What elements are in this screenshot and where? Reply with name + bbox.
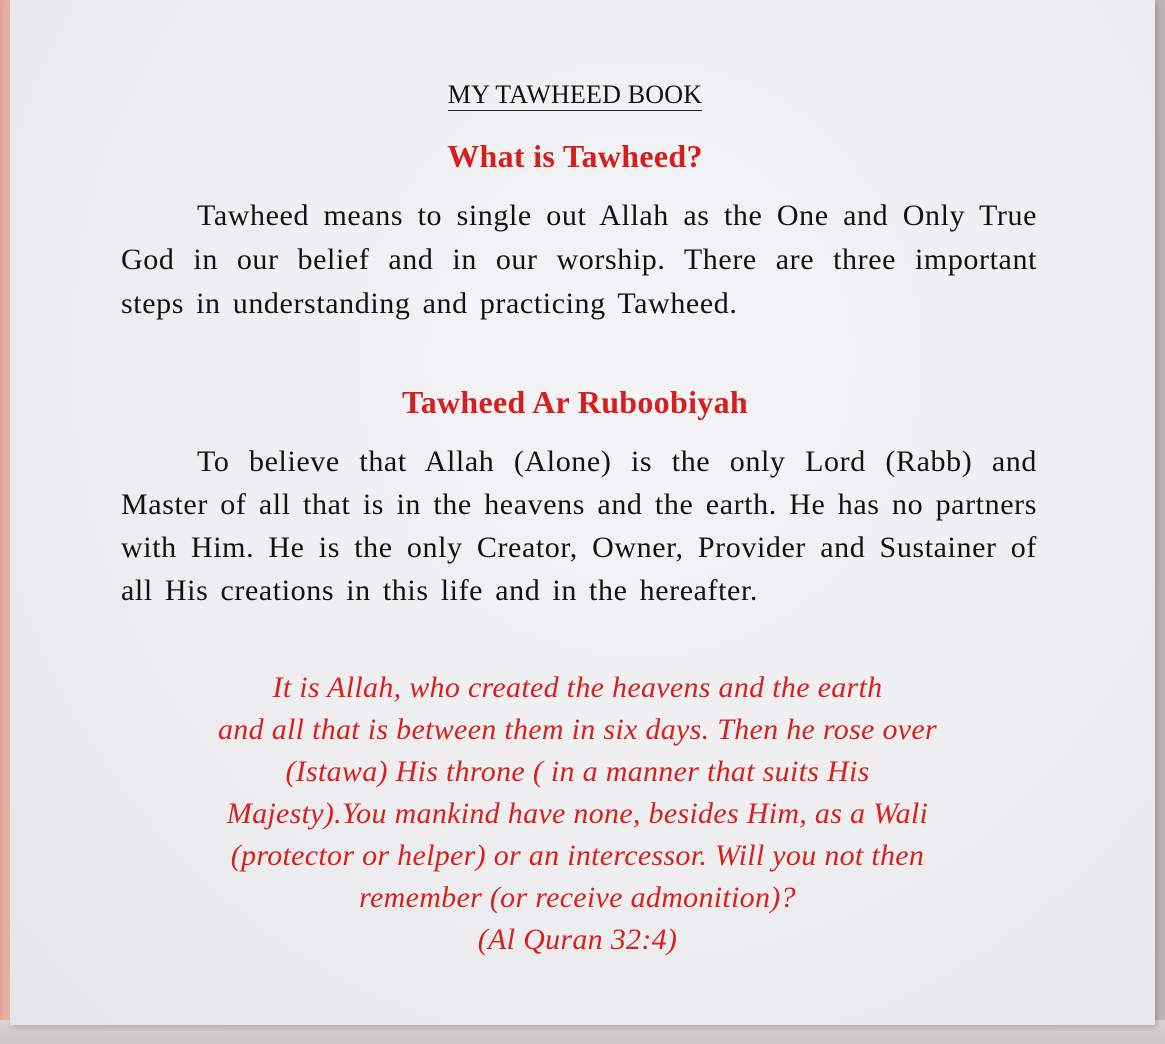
quote-line: (protector or helper) or an intercessor. Will you not then	[230, 839, 925, 872]
section-heading-what-is-tawheed: What is Tawheed?	[447, 138, 703, 174]
quran-quote	[110, 667, 1045, 961]
section-paragraph-what-is-tawheed: Tawheed means to single out Allah as the One and Only True God in our belief and in our worship. There are three important steps in understanding and practicing Tawheed.	[121, 199, 1037, 320]
section-paragraph-ruboobiyah: To believe that Allah (Alone) is the only Lord (Rabb) and Master of all that is in the heavens and the earth. He has no partners with Him. He is the only Creator, Owner, Provider and Sustainer of all His creations in this life and in the hereafter.	[121, 445, 1037, 607]
quote-line: and all that is between them in six days. Then he rose over	[218, 713, 937, 746]
quote-line: It is Allah, who created the heavens and the earth	[272, 671, 883, 704]
quote-line: remember (or receive admonition)?	[359, 881, 796, 914]
section-heading-ruboobiyah: Tawheed Ar Ruboobiyah	[402, 384, 748, 420]
quote-reference: (Al Quran 32:4)	[477, 923, 678, 956]
book-title-text: MY TAWHEED BOOK	[447, 80, 703, 109]
quote-line: (Istawa) His throne ( in a manner that suits His	[285, 755, 870, 788]
quote-line: Majesty).You mankind have none, besides Him, as a Wali	[226, 797, 929, 830]
book-title	[0, 80, 1150, 110]
